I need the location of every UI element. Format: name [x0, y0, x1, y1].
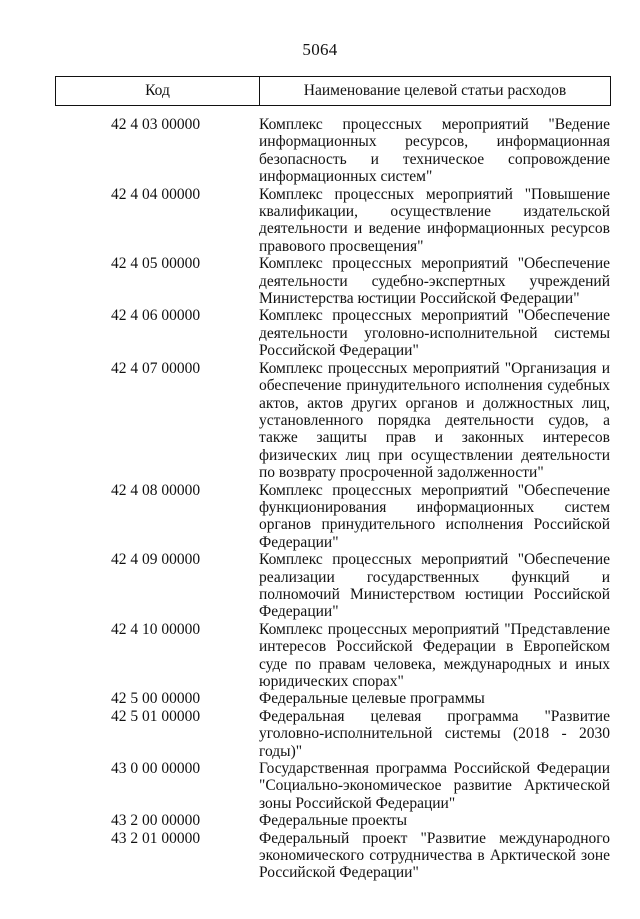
table-body — [0, 116, 640, 882]
table-row — [0, 812, 640, 829]
row-code: 42 4 06 00000 — [111, 307, 201, 325]
row-name: Комплекс процессных мероприятий "Обеспечение деятельности уголовно-исполнительной системы Российской Федерации" — [259, 307, 610, 360]
row-name: Комплекс процессных мероприятий "Организация и обеспечение принудительного исполнения судебных актов, актов других органов и должностных лиц, установленного порядка деятельности судов, а также защиты прав и законных интересов физических лиц при осуществлении деятельности по возврату просроченной задолженности" — [259, 359, 610, 482]
row-name: Федеральный проект "Развитие международного экономического сотрудничества в Арктической зоне Российской Федерации" — [259, 829, 610, 882]
row-code: 42 4 09 00000 — [111, 551, 201, 569]
row-name: Федеральные целевые программы — [259, 690, 485, 708]
row-code: 42 4 08 00000 — [111, 481, 201, 499]
table-row — [0, 307, 640, 359]
row-code: 42 4 07 00000 — [111, 359, 201, 377]
table-row — [0, 186, 640, 256]
row-name: Комплекс процессных мероприятий "Обеспечение реализации государственных функций и полномочий Министерством юстиции Российской Федерации" — [259, 551, 610, 621]
row-name: Государственная программа Российской Федерации "Социально-экономическое развитие Арктической зоны Российской Федерации" — [259, 760, 610, 812]
header-code: Код — [56, 77, 260, 105]
table-row — [0, 116, 640, 186]
header-name: Наименование целевой статьи расходов — [303, 82, 567, 99]
table-row — [0, 551, 640, 621]
table-row — [0, 621, 640, 691]
row-name: Федеральная целевая программа "Развитие уголовно-исполнительной системы (2018 - 2030 годы)" — [259, 707, 610, 760]
row-name: Федеральные проекты — [259, 812, 408, 830]
table-row — [0, 690, 640, 707]
row-code: 43 2 00 00000 — [111, 812, 201, 830]
row-name: Комплекс процессных мероприятий "Ведение информационных ресурсов, информационная безопасность и техническое сопровождение информационных систем" — [259, 116, 610, 186]
row-name: Комплекс процессных мероприятий "Обеспечение деятельности судебно-экспертных учреждений Министерства юстиции Российской Федерации" — [259, 255, 610, 308]
row-code: 42 4 03 00000 — [111, 116, 201, 133]
row-code: 43 0 00 00000 — [111, 760, 201, 778]
table-header — [55, 76, 611, 106]
row-code: 43 2 01 00000 — [111, 829, 201, 847]
row-code: 42 4 04 00000 — [111, 185, 201, 203]
table-row — [0, 482, 640, 552]
table-row — [0, 360, 640, 482]
row-code: 42 4 05 00000 — [111, 255, 201, 273]
table-row — [0, 760, 640, 812]
row-code: 42 5 00 00000 — [111, 690, 201, 708]
row-name: Комплекс процессных мероприятий "Обеспечение функционирования информационных систем органов принудительного исполнения Российской Федерации" — [259, 481, 610, 551]
row-code: 42 5 01 00000 — [111, 707, 201, 725]
page-number: 5064 — [302, 40, 338, 59]
table-row — [0, 708, 640, 760]
table-row — [0, 830, 640, 882]
table-row — [0, 255, 640, 307]
row-name: Комплекс процессных мероприятий "Представление интересов Российской Федерации в Европейском суде по правам человека, международных и иных юридических спорах" — [259, 620, 610, 690]
row-code: 42 4 10 00000 — [111, 620, 201, 638]
row-name: Комплекс процессных мероприятий "Повышение квалификации, осуществление издательской деятельности и ведение информационных ресурсов правового просвещения" — [259, 185, 610, 255]
